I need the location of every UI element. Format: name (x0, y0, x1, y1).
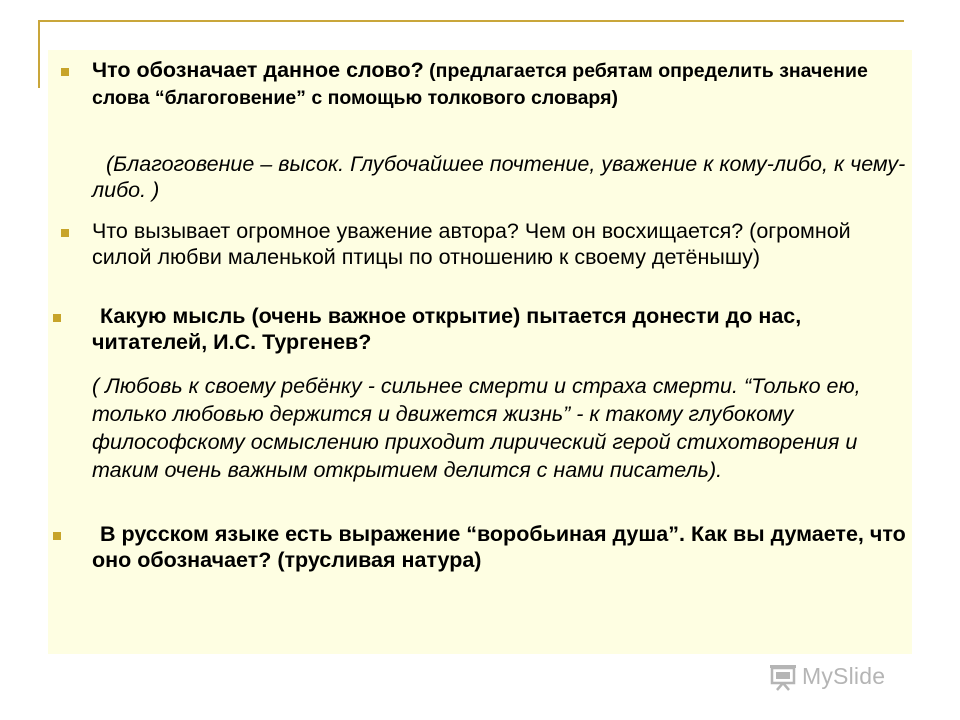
list-item-1 (92, 57, 910, 111)
bullet-icon (53, 314, 61, 322)
top-accent-line (38, 20, 904, 22)
bullet-icon (61, 68, 69, 76)
item-3-text: Какую мысль (очень важное открытие) пытается донести до нас, читателей, И.С. Тургенев? (92, 304, 802, 354)
answer-text: ( Любовь к своему ребёнку - сильнее смерти и страха смерти. “Только ею, только любовью держится и движется жизнь” - к такому глубокому философскому осмыслению приходит лирический герой стихотворения и таким очень важным открытием делится с нами писатель). (92, 374, 861, 482)
list-item-2 (92, 218, 910, 270)
left-accent-line (38, 20, 40, 88)
item-1-question: Что обозначает данное слово? (92, 58, 424, 82)
item-4-text: В русском языке есть выражение “воробьиная душа”. Как вы думаете, что оно обозначает? (трусливая натура) (92, 522, 906, 572)
bullet-icon (53, 532, 61, 540)
projector-screen-icon (768, 661, 798, 691)
watermark-text: MySlide (802, 662, 886, 689)
list-item-3 (92, 303, 910, 355)
list-item-4 (92, 521, 910, 573)
watermark-logo (768, 660, 885, 692)
definition-text: (Благоговение – высок. Глубочайшее почтение, уважение к кому-либо, к чему-либо. ) (92, 152, 906, 202)
item-1-note: (предлагается ребятам определить значение слова “благоговение” с помощью толкового словаря) (92, 60, 868, 109)
item-2-text: Что вызывает огромное уважение автора? Чем он восхищается? (огромной силой любви маленькой птицы по отношению к своему детёнышу) (92, 219, 851, 269)
bullet-icon (61, 229, 69, 237)
